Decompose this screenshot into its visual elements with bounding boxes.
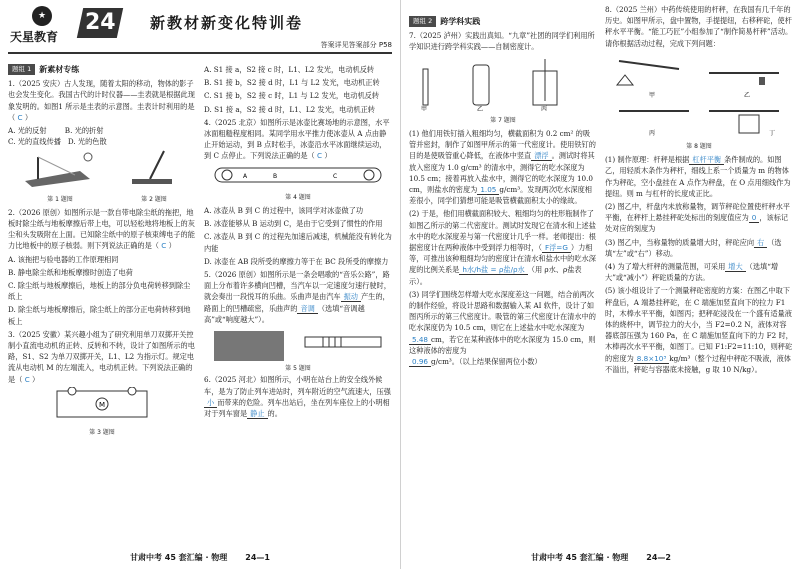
svg-text:甲: 甲 xyxy=(421,105,428,111)
svg-text:丙: 丙 xyxy=(649,129,656,137)
section-title: 跨学科实践 xyxy=(440,17,481,26)
brand-name: 天星教育 xyxy=(10,30,59,44)
figure-5 xyxy=(204,327,392,361)
q3-option-d: D. S1 接 a，S2 接 d 时，L1、L2 发光，电动机正转 xyxy=(204,104,375,114)
q8-part-4: (4) 为了增大杆秤的测量范围，可采用 增大 （选填“增大”或“减小”）秤砣质量的方法。 xyxy=(605,262,779,283)
page-title: 新教材新变化特训卷 xyxy=(150,14,304,32)
q3-option-c: C. S1 接 b，S2 接 c 时，L1 与 L2 发光，电动机反转 xyxy=(204,91,380,101)
question-2: 2.（2026 原创）如图所示是一款自带电除尘纸的拖把，地板时除尘纸与地板摩擦后带上电，可以轻松地将地板上的灰尘和头发吸附在上面。已知除尘纸中的原子核束缚电子的能力比地板中的原子核弱。则下列说法正确的是（ C ） xyxy=(8,207,195,251)
q4-option-c: C. 冰壶从 B 到 C 的过程先加速后减速，机械能没有转化为内能 xyxy=(204,232,392,253)
page-header xyxy=(0,0,400,58)
sundial-illustration xyxy=(20,149,100,189)
q7-part-1: (1) 他们用铁钉插入粗细均匀，横截面积为 0.2 cm² 的吸管并密封，制作了如图甲所示的第一代密度计。使用铁钉的目的是使吸管重心降低，在液体中竖直 漂浮 。测试时将其放入密度为 1.0 g/cm³ 的清水中，测得它的吃水深度为 10.5 cm；接着再放入盐水中，测得它的吃水深度为 10.0 cm，则盐水的密度为 1.05 g/cm³。发现两次吃水深度相差很小，同学们猜想可能是吸管横截面积太小的缘故。 xyxy=(409,129,596,206)
section-tag: 题组 2 xyxy=(409,16,436,27)
page-footer: 甘肃中考 45 套汇编 · 物理 24—2 xyxy=(530,553,671,562)
figure-4: A B C 第 4 题图 xyxy=(204,164,392,203)
right-column-1 xyxy=(409,16,597,369)
brand-logo xyxy=(10,6,80,46)
header-rule xyxy=(8,52,392,54)
right-page xyxy=(400,0,800,569)
q8-part-1: (1) 制作原理：杆秤是根据 杠杆平衡 条件制成的。如图乙，用轻质木条作为秤杆，细线上系一个质量为 m 的物体作为秤砣，空小盘挂在 A 点作为秤盘，在 O 点用细线作为提纽。则 m 与杠杆的长度成正比。 xyxy=(605,155,791,198)
question-1: 1.（2025 安庆）古人发现，随着太阳的移动，物体的影子也会发生变化。我国古代的计时仪器——圭表就是根据此现象发明的。如图1 所示是圭表的示意图。圭表计时利用的是（ C ） xyxy=(8,79,195,122)
q7-part-2: (2) 于是，他们用横截面积较大、粗细均匀的柱形瓶制作了如图乙所示的第二代密度计。测试时发现它在清水和上述盐水中的吃水深度差与第一代密度计几乎一样。老师提出：根据密度计在两种液体中受到浮力相等时，（ F浮=G ）力相等，可推出该种粗细均匀的密度计在清水和盐水中的吃水深度的比例关系是 h水/h盐 = ρ盐/ρ水 （用 ρ水、ρ盐表示）。 xyxy=(409,209,596,286)
page-footer: 甘肃中考 45 套汇编 · 物理 24—1 xyxy=(129,553,270,562)
figure-7: 甲 乙 丙 第 7 题图 xyxy=(409,55,597,126)
svg-text:M: M xyxy=(99,400,106,409)
section-header xyxy=(8,64,196,75)
section-tag: 题组 1 xyxy=(8,64,35,75)
section-title: 新素材专练 xyxy=(39,65,80,74)
answer-reference: 答案详见答案部分 P58 xyxy=(320,41,392,49)
svg-text:甲: 甲 xyxy=(649,91,656,99)
left-column-2 xyxy=(204,64,392,421)
q4-option-b: B. 冰壶能够从 B 运动到 C，是由于它受到了惯性的作用 xyxy=(204,219,383,229)
figure-3: M 第 3 题图 xyxy=(8,387,196,438)
svg-text:乙: 乙 xyxy=(477,105,484,111)
svg-text:丁: 丁 xyxy=(769,129,776,137)
figure-5-caption: 第 5 题图 xyxy=(285,365,311,373)
q2-option-b: B. 静电除尘纸和地板摩擦时创造了电荷 xyxy=(8,267,133,277)
page-number: 24—2 xyxy=(646,553,671,562)
curling-track xyxy=(213,164,383,188)
figure-1-2 xyxy=(8,149,196,204)
left-column-1 xyxy=(8,64,196,440)
q3-option-b: B. S1 接 b，S2 接 d 时，L1 与 L2 发光，电动机正转 xyxy=(204,78,380,88)
question-3: 3.（2025 安徽）某兴趣小组为了研究利用单刀双掷开关控制小直流电动机的正转、反转和不转，设计了如图所示的电路，S1、S2 为单刀双掷开关，L1、L2 为指示灯。规定电流从电动机 M 的左端流入，电动机正转。下列说法正确的是（ C ） xyxy=(8,329,195,384)
steelyard-diagrams xyxy=(609,51,789,137)
paper-number: 24 xyxy=(77,8,123,38)
page-number: 24—1 xyxy=(245,553,270,562)
q8-part-2: (2) 图乙中，杆盘内未放称量物，调节秤砣位置使杆秤水平平衡，在秤杆上悬挂秤砣处标出的刻度值应为 0 ，该标记处对应的刻度为 xyxy=(605,202,790,234)
question-6: 6.（2025 河北）如图所示，小明在站台上的安全线外候车，是为了防止列车进站时，列车附近的空气流速大，压强小 而带来的危险。列车出站后，坐在列车座位上的小明相对于列车窗是 静止 的。 xyxy=(204,375,391,419)
mop-illustration xyxy=(124,149,184,189)
question-4: 4.（2025 北京）如图所示是冰壶比赛场地的示意图，水平冰面粗糙程度相同。某同学用水平推力使冰壶从 A 点由静止开始运动，到 B 点时松手，冰壶沿水平冰面继续运动，到 C 点停止。下列说法正确的是（ C ） xyxy=(204,117,390,161)
question-7: 7.（2025 泸州）实践出真知。“九章”社团的同学们利用所学知识进行跨学科实践——自制密度计。 xyxy=(409,31,595,52)
svg-text:乙: 乙 xyxy=(744,91,751,99)
figure-8: 甲 乙 丙 丁 第 8 题图 xyxy=(605,51,793,152)
logo-icon: ★ xyxy=(32,6,52,26)
figure-2: 第 2 题图 xyxy=(124,149,184,204)
svg-text:C: C xyxy=(333,172,338,180)
question-5: 5.（2026 原创）如图所示是一条会唱歌的“音乐公路”，路面上分布着许多横向凹槽，当汽车以一定速度匀速行驶时，就会奏出一段悦耳的乐曲。乐曲声是由汽车 振动 产生的，路面上的凹槽疏密，乐曲声的 音调 （选填“音调越高”或“响度越大”）。 xyxy=(204,270,391,324)
circuit-diagram xyxy=(47,387,157,423)
q4-option-a: A. 冰壶从 B 到 C 的过程中，该同学对冰壶做了功 xyxy=(204,206,364,216)
section-header xyxy=(409,16,597,27)
right-column-2 xyxy=(605,4,793,377)
q1-options: A. 光的反射 B. 光的折射 C. 光的直线传播 D. 光的色散 xyxy=(8,126,107,147)
q8-part-3: (3) 图乙中，当称量物的质量增大时，秤砣应向 右 （选填“左”或“右”）移动。 xyxy=(605,237,782,258)
q4-option-d: D. 冰壶在 AB 段所受的摩擦力等于在 BC 段所受的摩擦力 xyxy=(204,256,389,266)
q7-part-3: (3) 同学们围绕怎样增大吃水深度差这一问题，结合前两次的制作经验，将设计思路和数据输入某 AI 软件，设计了如图丙所示的第三代密度计。吸管的第三代密度计在清水中的吃水深度仍为 10.5 cm，则它在上述盐水中吃水深度为5.48 cm，若它在某种液体中的吃水深度为 15.0 cm，则这种液体的密度为0.96 g/cm³。（以上结果保留两位小数） xyxy=(409,289,596,367)
figure-1: 第 1 题图 xyxy=(20,149,100,204)
q2-option-c: C. 除尘纸与地板摩擦后，地板上的部分负电荷转移到除尘纸上 xyxy=(8,281,191,302)
road-photo xyxy=(214,331,284,361)
grooves-diagram xyxy=(303,327,383,357)
q2-option-a: A. 该拖把与验电器的工作原理相同 xyxy=(8,254,119,264)
q3-option-a: A. S1 接 a，S2 接 c 时，L1、L2 发光，电动机反转 xyxy=(204,65,375,74)
q8-part-5: (5) 该小组设计了一个测量秤砣密度的方案：在图乙中取下秤盘后，A 端悬挂秤砣，在 C 端施加竖直向下的拉力 F1 时，木棒水平平衡，如图丙；把秤砣浸没在一个盛有适量液体的烧杯中，调节拉力的大小，当 F2=0.2 N，液体对容器底部压强为 160 Pa，在 C 端施加竖直向下的力 F2 时，木棒再次水平平衡，如图丁。已知 F1:F2=11:10，则秤砣的密度为 8.8×10³ kg/m³（整个过程中秤砣不吸液，液体不溢出，秤砣与容器底未接触，g 取 10 N/kg）。 xyxy=(605,286,793,374)
question-8: 8.（2025 兰州）中药传统使用的杆秤，在我国有几千年的历史。如图甲所示，盘中置物，手提提纽，右移秤砣，使杆秤水平平衡。“能工巧匠”小组参加了“制作简易杆秤”活动。请你根据活动过程，完成下列问题： xyxy=(605,5,793,48)
svg-text:丙: 丙 xyxy=(541,105,548,111)
q2-option-d: D. 除尘纸与地板摩擦后，除尘纸上的部分正电荷转移到地板上 xyxy=(8,305,191,326)
svg-text:A: A xyxy=(243,172,248,180)
svg-text:B: B xyxy=(273,172,278,180)
hydrometer-diagrams xyxy=(413,55,593,111)
